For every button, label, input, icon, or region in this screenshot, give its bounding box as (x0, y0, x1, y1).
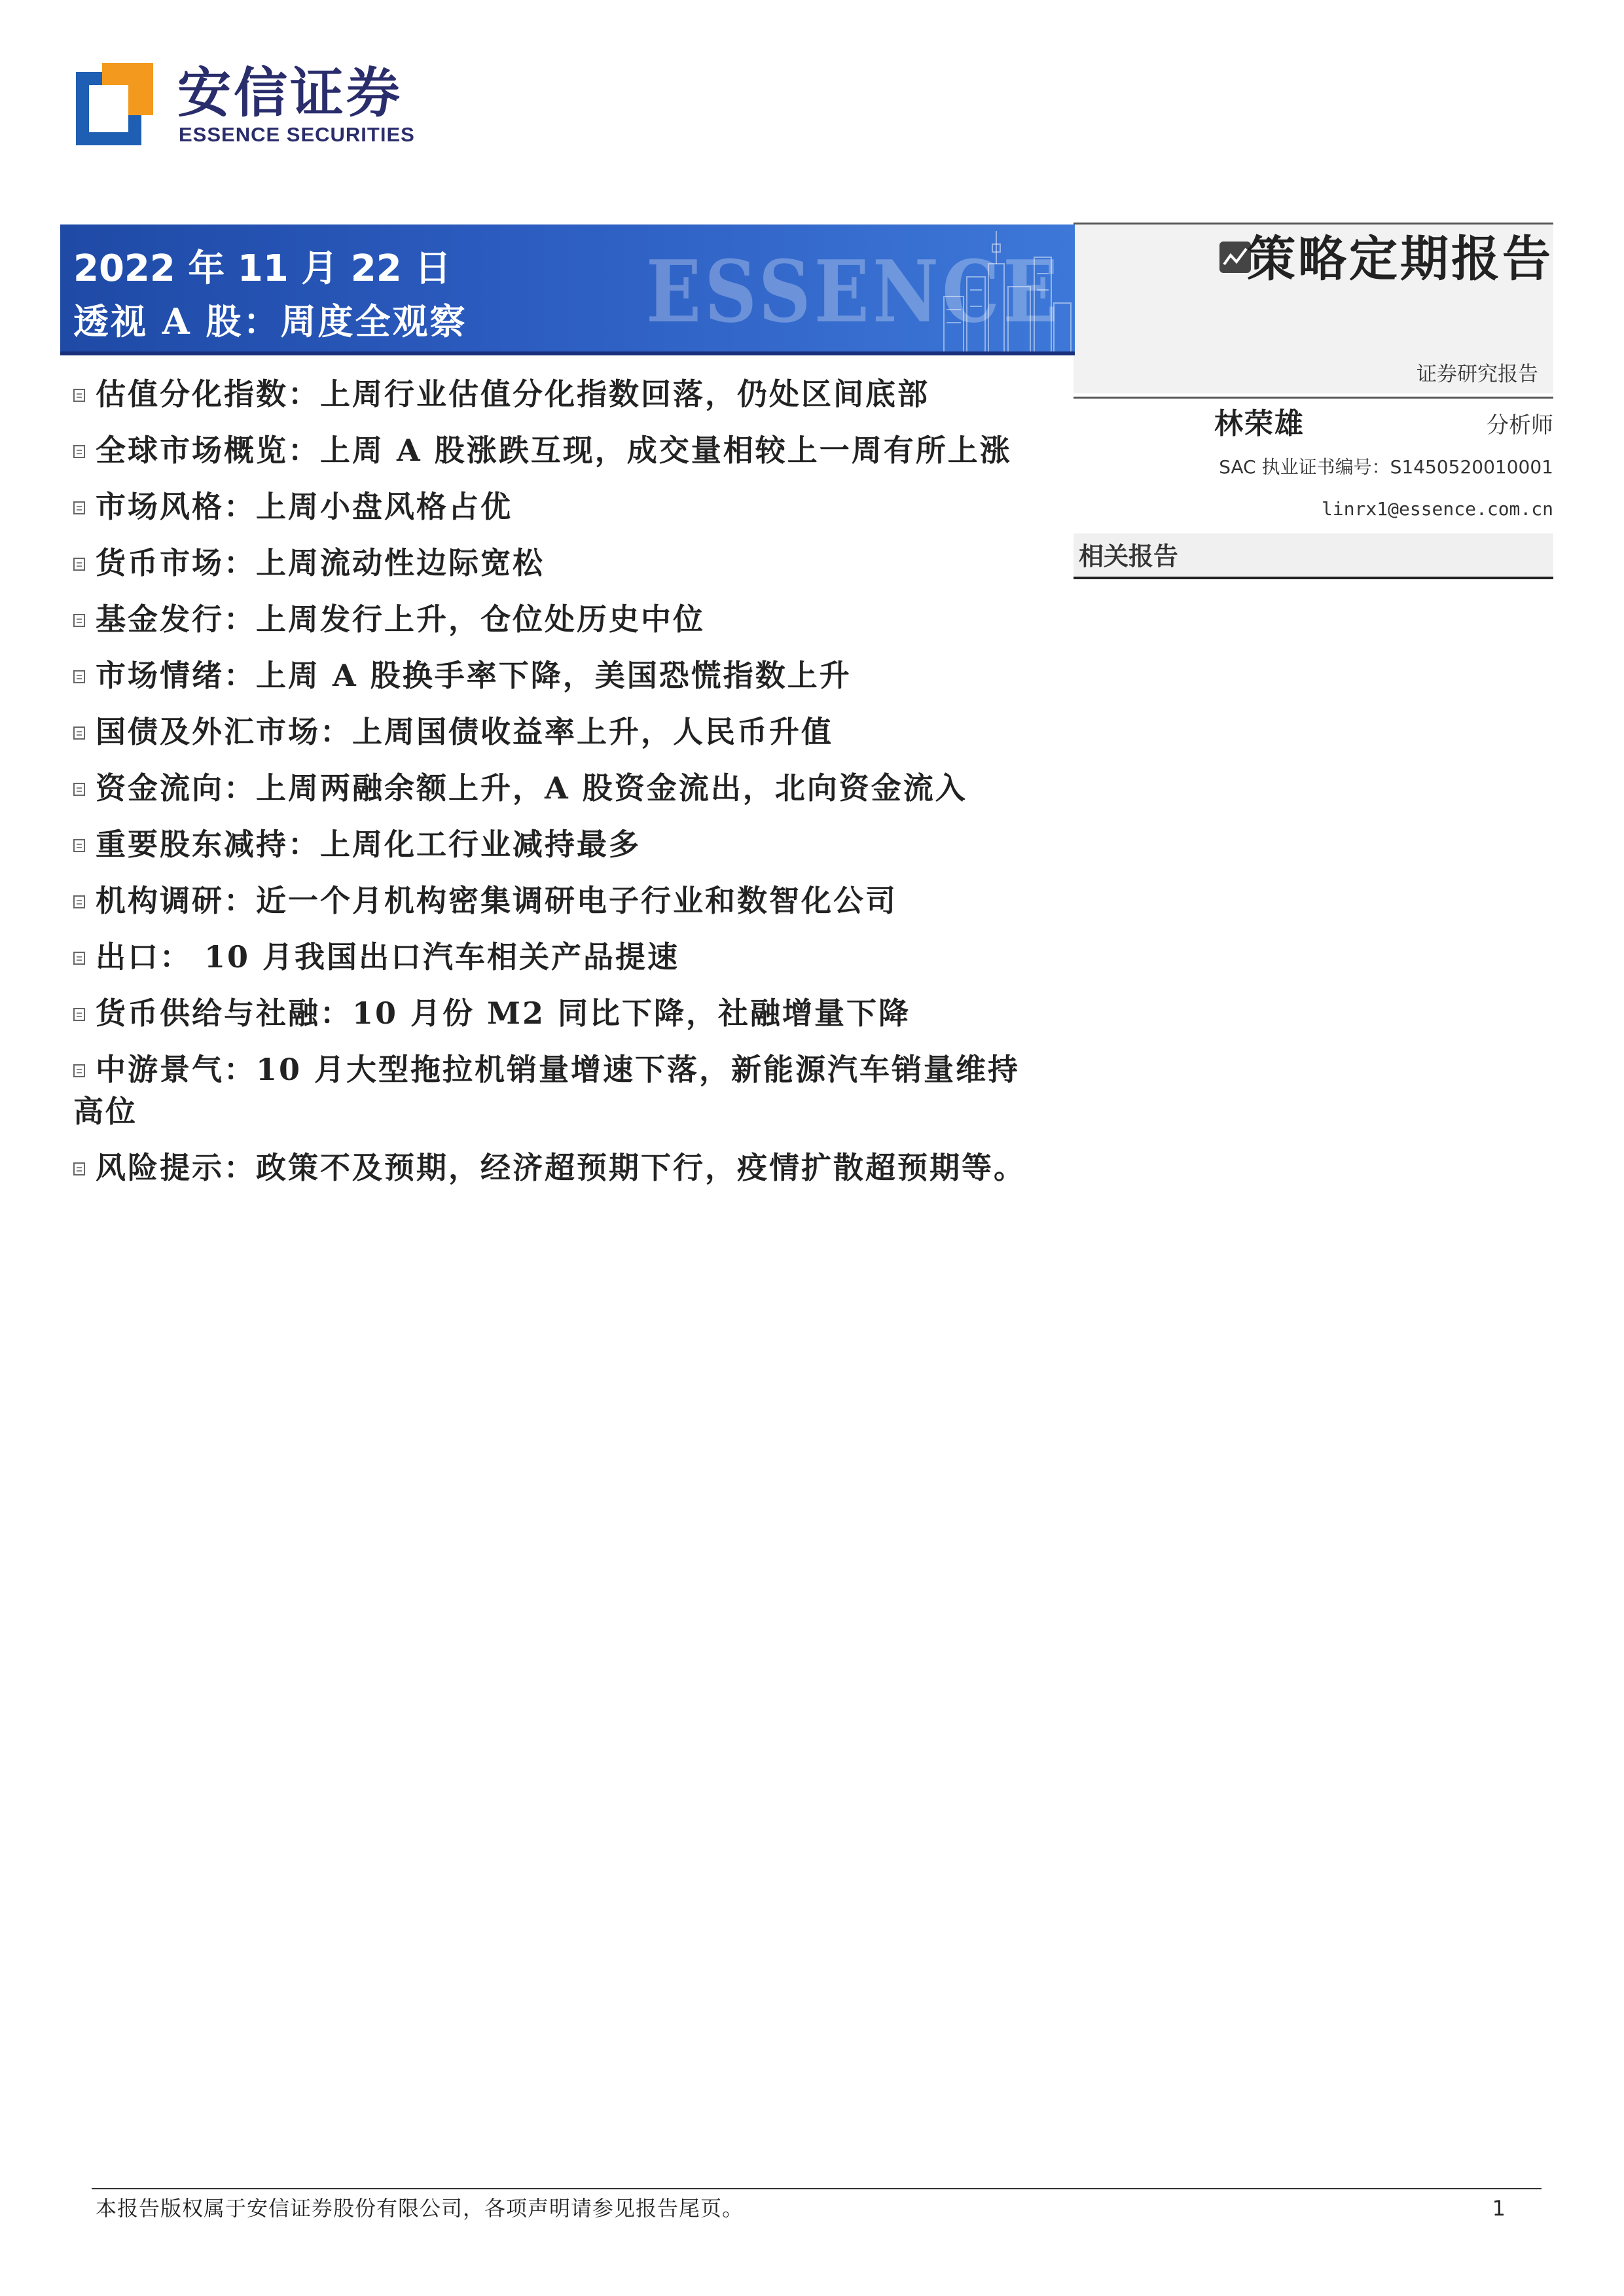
logo-text-cn: 安信证券 (177, 62, 403, 124)
analyst-role: 分析师 (1487, 412, 1553, 439)
summary-bullet: 基金发行：上周发行上升，仓位处历史中位 (73, 598, 1029, 640)
bullet-icon (73, 783, 85, 796)
footer-rule (92, 2188, 1542, 2189)
bullet-icon (73, 670, 85, 683)
related-reports-label: 相关报告 (1079, 541, 1179, 571)
summary-bullet: 货币供给与社融：10 月份 M2 同比下降，社融增量下降 (73, 992, 1029, 1034)
bullet-icon (73, 726, 85, 740)
summary-bullet: 出口： 10 月我国出口汽车相关产品提速 (73, 936, 1029, 978)
bullet-icon (73, 1008, 85, 1021)
summary-bullet: 市场风格：上周小盘风格占优 (73, 486, 1029, 528)
summary-bullet: 货币市场：上周流动性边际宽松 (73, 542, 1029, 584)
summary-bullet: 国债及外汇市场：上周国债收益率上升，人民币升值 (73, 711, 1029, 753)
analyst-email[interactable]: linrx1@essence.com.cn (1321, 498, 1553, 520)
research-report-label: 证券研究报告 (1416, 363, 1538, 386)
essence-logo-icon (76, 63, 153, 148)
banner-watermark: ESSENCE (646, 242, 1062, 342)
sidebar-top-rule (1074, 223, 1553, 224)
bullet-icon (73, 389, 85, 402)
bullet-icon (73, 839, 85, 852)
page-number: 1 (1492, 2196, 1506, 2221)
banner-underline (60, 351, 1075, 355)
bullet-icon (73, 952, 85, 965)
summary-bullet: 市场情绪：上周 A 股换手率下降，美国恐慌指数上升 (73, 655, 1029, 696)
bullet-icon (73, 1162, 85, 1175)
bullet-icon (73, 614, 85, 627)
header-banner (60, 224, 1075, 355)
bullet-icon (73, 1064, 85, 1077)
sidebar-rule (1074, 397, 1553, 399)
city-skyline-icon (937, 224, 1075, 355)
logo-text-en: ESSENCE SECURITIES (179, 123, 415, 146)
summary-bullet-list (73, 373, 1029, 1203)
summary-bullet: 资金流向：上周两融余额上升，A 股资金流出，北向资金流入 (73, 767, 1029, 809)
summary-bullet: 中游景气：10 月大型拖拉机销量增速下落，新能源汽车销量维持高位 (73, 1052, 1020, 1129)
footer-disclaimer: 本报告版权属于安信证券股份有限公司，各项声明请参见报告尾页。 (96, 2196, 744, 2221)
summary-bullet: 全球市场概览：上周 A 股涨跌互现，成交量相较上一周有所上涨 (73, 429, 1029, 471)
summary-bullet: 机构调研：近一个月机构密集调研电子行业和数智化公司 (73, 880, 1029, 922)
company-logo (76, 60, 442, 152)
bullet-icon (73, 445, 85, 458)
summary-bullet: 估值分化指数：上周行业估值分化指数回落，仍处区间底部 (73, 373, 1029, 415)
related-reports-header (1074, 533, 1553, 578)
bullet-icon (73, 558, 85, 571)
summary-bullet: 风险提示：政策不及预期，经济超预期下行，疫情扩散超预期等。 (73, 1147, 1029, 1189)
report-date: 2022 年 11 月 22 日 (73, 247, 452, 290)
analyst-sac-number: SAC 执业证书编号：S1450520010001 (1219, 456, 1553, 478)
report-title: 透视 A 股：周度全观察 (73, 300, 467, 342)
bullet-icon (73, 895, 85, 908)
related-reports-rule (1074, 577, 1553, 579)
analyst-name: 林荣雄 (1214, 407, 1305, 440)
summary-bullet: 重要股东减持：上周化工行业减持最多 (73, 823, 1029, 865)
bullet-icon (73, 501, 85, 514)
report-type: 策略定期报告 (1247, 231, 1553, 287)
